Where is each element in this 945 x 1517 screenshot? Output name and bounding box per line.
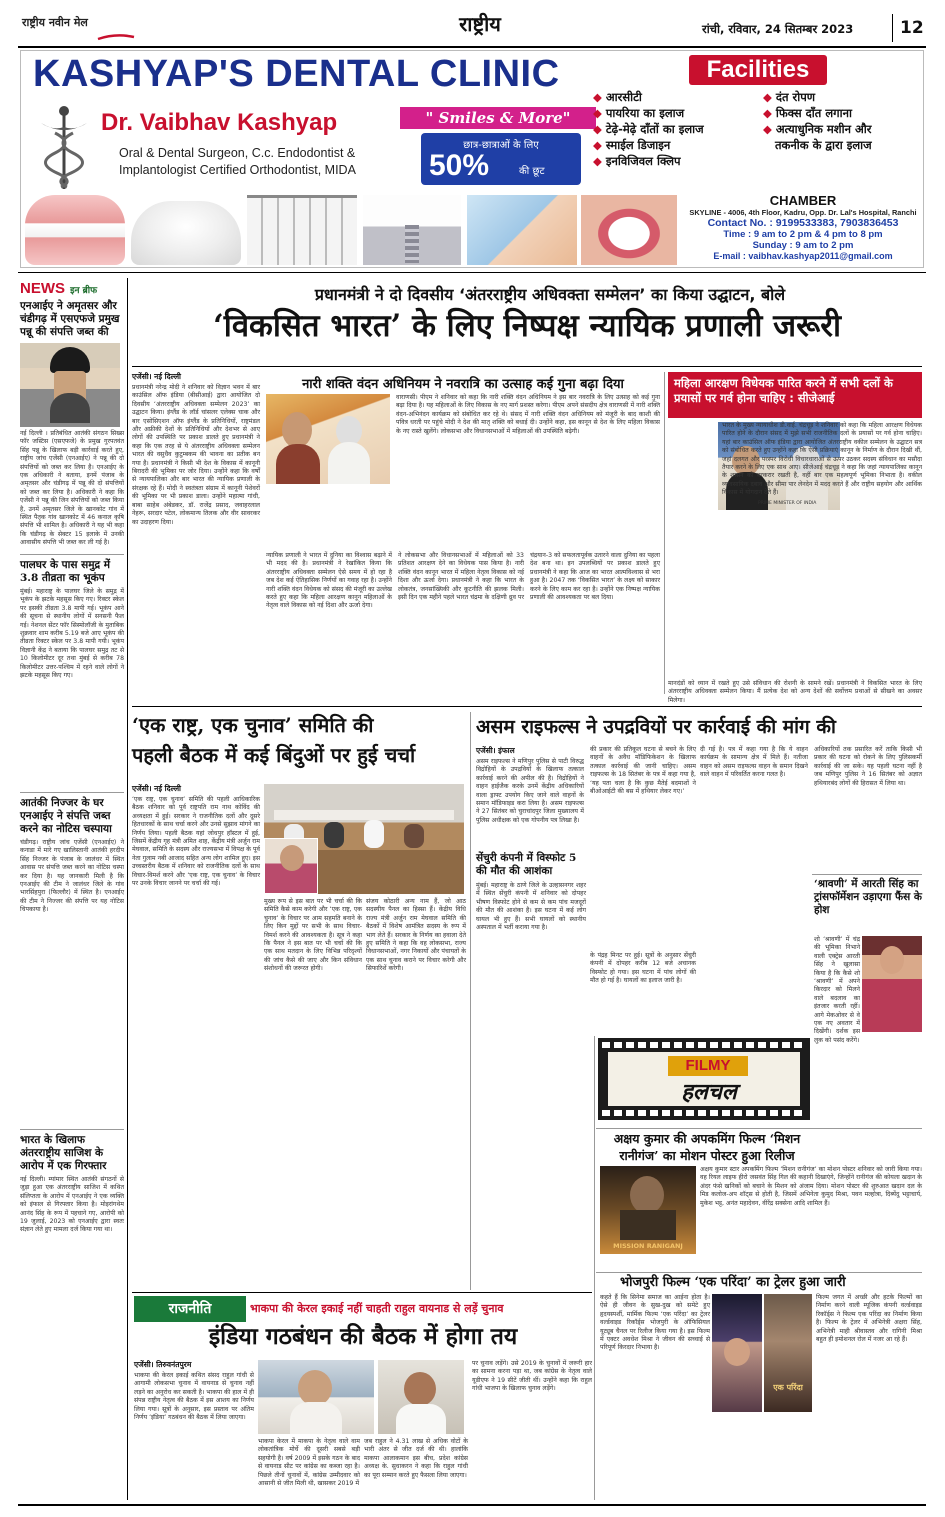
logo-swoosh-icon [96,33,136,43]
brief-body: नई दिल्ली । प्रतिबंधित आतंकी संगठन सिख्स फॉर जस्टिस (एसएफजे) के प्रमुख गुरपतवंत सिंह पन्नू के खिलाफ बड़ी कार्रवाई करते हुए, राष्ट्रीय जांच एजेंसी (एनआईए) ने पन्नू की दो संपत्तियों को जब्त कर लिया है। एनआईए के एक अधिकारी ने बताया, इनमें पंजाब के अमृतसर और चंडीगढ़ में पन्नू की दो संपत्तियों को जब्त कर लिया है। अधिकारी ने कहा कि एजेंसी ने पन्नू की जिन संपत्तियों को जब्त किया है, उनमें अमृतसर जिले के खानकोट गांव में स्थित पैतृक गांव खानकोट में 46 कनाल कृषि संपत्ति भी शामिल है। अधिकारी ने यह भी कहा कि चंडीगढ़ के सेक्टर 15 इलाके में उनकी आवासीय संपत्ति भी जब्त कर ली गई है। [20,430,124,547]
aarti-singh-photo [862,936,922,1032]
politics-column-3: जब राहुल ने 4.31 लाख से अधिक वोटों के भारी अंतर से जीत दर्ज की थी। हालांकि माकपा आलाकमान इस बीच, प्रदेश कांग्रेस अध्यक्ष के. सुधाकरन ने कहा कि राहुल गांधी का पूरा सम्मान करते हुए फैसला लिया जाएगा। [364,1438,468,1479]
halchal-logo: हलचल [681,1079,737,1105]
explosion-body-2: के पंद्रह मिनट पर हुई। सूत्रों के अनुसार सेंचुरी कंपनी में दोपहर करीब 12 बजे अचानक विस्फोट हो गया। इस घटना में पांच लोगों की मौत हो गई है। घायलों का इलाज जारी है। [590,952,696,985]
assam-column-3: दी गई है। पत्र में कहा गया है कि ये वाहन कार्यक्रम के सामान्य क्षेत्र में मिले हैं। नतीजा वाहन को असम राइफल्स वाहन के समान दिखने वाले वाहन में परिवर्तित करना गलत है। [700,746,808,779]
mission-raniganj-body: अक्षय कुमार स्टार अपकमिंग फिल्म ‘मिशन रानीगंज’ का मोशन पोस्टर शनिवार को जारी किया गया। वह रियल लाइफ हीरो जसवंत सिंह गिल की कहानी दिखाएंगे, जिन्होंने रानीगंज की कोयला खदान के अंदर फंसे खनिकों को बचाने के मिशन को अंजाम दिया। मोशन पोस्टर की शुरुआत खदान दल के मिड कलोज-अप शॉट्स से होती है, जिसमें अभिनेता कुमुद मिश्रा, पवन मल्होत्रा, दिब्येंदु भट्टाचार्य, मुकेश भट्ट, अनंत महादेवन, वीरेंद्र सक्सेना आदि शामिल हैं। [700,1166,922,1207]
facility-item: ◆ फिक्स दाँत लगाना [763,106,852,120]
explosion-headline: सेंचुरी कंपनी में विस्फोट 5 की मौत की आशंका [476,852,577,877]
politics-headline: इंडिया गठबंधन की बैठक में होगा तय [208,1323,518,1350]
dental-clinic-ad[interactable] [20,50,924,268]
ek-parinda-poster-1 [712,1294,762,1412]
masthead [0,0,945,46]
chamber-info [683,193,923,267]
onoe-column-1 [132,784,260,1284]
lead-column-1 [132,372,260,692]
caduceus-icon [35,103,93,193]
offer-percent: 50% [429,149,490,182]
doctor-qualification [119,145,356,179]
politics-body: भाकपा की केरल इकाई कथित संसद राहुल गांधी से आगामी लोकसभा चुनाव में वायनाड से चुनाव नहीं लड़ने का अनुरोध कर सकती है। भाकपा की हाल में ही संपन्न राष्ट्रीय नेतृत्व की बैठक में इस आशय का निर्णय लिया गया। सूत्रों के अनुसार, इस प्रस्ताव पर अंतिम निर्णय ‘इंडिया’ गठबंधन की बैठक में लिया जाएगा। [134,1372,254,1422]
brief-body: नई दिल्ली। म्यांमार स्थित आतंकी संगठनों से जुड़ा हुआ एक अंतरराष्ट्रीय साजिश में कथित संलिप्तता के आरोप में एनआईए ने एक व्यक्ति को इंफाल से गिरफ्तार किया है। मोइरांगथेम आनंद सिंह के रूप में पहचाने गए, आरोपी को 19 जुलाई, 2023 को एनआईए द्वारा स्वतः संज्ञान लेते हुए मामला दर्ज किया गया था। [20,1176,124,1234]
politics-dateline: एजेंसी। तिरुवनंतपुरम [134,1360,192,1369]
explosion-body: मुंबई। महाराष्ट्र के ठाणे जिले के उल्हासनगर शहर में स्थित सेंचुरी कंपनी में शनिवार को दोपहर भीषण विस्फोट होने से कम से कम पांच मजदूरों की मौत की आशंका है। इस घटना में कई लोग घायल भी हुए हैं। सभी घायलों को स्थानीय अस्पताल में भर्ती कराया गया है। [476,882,586,932]
assam-body: असम राइफल्स ने मणिपुर पुलिस से पाटी विरुद्ध विद्रोहियों के उपद्रवियों के खिलाफ तत्काल कार्रवाई करने की अपील की है। विद्रोहियों ने वाहन हाईजैक करके उनमें केंद्रीय अधिकारियों वाला ड्राफ्ट उपयोग किए जाने वाले वाहनों के समान मॉडिफाइड करा लिया है। असम राइफल्स ने 27 सितंबर को चुराचांदपुर जिला मुख्यालय में पुलिस अधीक्षक को एक गोपनीय पत्र लिखा है। [476,758,584,824]
shraavani-headline: ‘श्रावणी’ में आरती सिंह का ट्रांसफॉर्मेशन उड़ाएगा फैंस के होश [814,878,922,916]
politics-kicker: भाकपा की केरल इकाई नहीं चाहती राहुल वायनाड से लड़ें चुनाव [250,1302,504,1315]
facilities-list-left [593,89,759,169]
braces-image [247,195,357,265]
photo-caption: PRIME MINISTER OF INDIA [758,501,817,506]
dateline: रांची, रविवार, 24 सितम्बर 2023 [702,22,854,36]
mission-raniganj-headline: अक्षय कुमार की अपकमिंग फिल्म ‘मिशन रानीगंज’ का मोशन पोस्टर हुआ रिलीज [613,1131,801,1163]
cji-story-headline-box: महिला आरक्षण विधेयक पारित करने में सभी दलों के प्रयासों पर गर्व होना चाहिए : सीजेआई [668,372,922,418]
clinic-name: KASHYAP'S DENTAL CLINIC [33,53,560,95]
onoe-inset-photo [264,838,318,894]
assam-column-2: की प्रकार की प्रतिकूल घटना से बचने के लिए वाहनों के अवैध मॉडिफिकेशन के खिलाफ तत्काल कार्रवाई की जानी चाहिए। असम राइफल्स के 18 सितंबर के पत्र में कहा गया है, ‘यह पता चला है कि कुछ मैतेई बदमाशों ने बीओआईटी की बस में हथियार लेकर गए।’ [590,746,696,796]
assam-headline: असम राइफल्स ने उपद्रवियों पर कार्रवाई की मांग की [476,716,836,738]
onoe-dateline: एजेंसी। नई दिल्ली [132,784,181,793]
assam-column-4: अधिकारियों तक प्रसारित करें ताकि किसी भी प्रकार की घटना को रोकने के लिए पुलिसकर्मी कार्रवाई की जा सके। यह पहली घटना नहीं है जब मणिपुर पुलिस ने 16 सितंबर को अज्ञात हथियारबंद लोगों की हिरासत में लिया था। [814,746,922,787]
bhojpuri-body: कहते हैं कि सिनेमा समाज का आईना होता है। ऐसे ही जीवन के सुख-दुख को समेटे हुए हृदयस्पर्शी, मार्मिक फिल्म ‘एक परिंदा’ का ट्रेलर वर्ल्डवाइड रिकॉर्ड्स भोजपुरी के ऑफिसियल यूट्यूब चैनल पर रिलीज किया गया है। इस फिल्म में एक्टर अवधेश मिश्रा ने जीवन की सच्चाई से परिपूर्ण किरदार निभाया है। [600,1294,710,1352]
teeth-model-image [131,201,241,265]
poster-title: MISSION RANIGANJ [613,1242,683,1250]
lead-body: प्रधानमंत्री नरेन्द्र मोदी ने शनिवार को विज्ञान भवन में बार काउंसिल ऑफ इंडिया (बीसीआई) द्वारा आयोजित दो दिवसीय ‘अंतरराष्ट्रीय अधिवक्ता सम्मेलन 2023’ का उद्घाटन किया। इंग्लैंड के लॉर्ड चांसलर एलेक्स चाक और बार एसोसिएशन ऑफ इंग्लैंड के प्रतिनिधियों, राष्ट्रमंडल और अफ्रीकी देशों के प्रतिनिधियों और देशभर से आए लोगों की उपस्थिति पर प्रकाश डालते हुए प्रधानमंत्री ने कहा कि एक तरह से ये अंतरराष्ट्रीय अधिवक्ता सम्मेलन भारत की वसुधैव कुटुम्बकम की भावना का प्रतीक बन गया है। प्रधानमंत्री ने किसी भी देश के विकास में कानूनी बिरादरी की भूमिका पर जोर दिया। उन्होंने कहा कि वर्षों से न्यायपालिका और बार भारत की न्यायिक प्रणाली के संरक्षक रहे हैं। मोदी ने स्वतंत्रता संग्राम में कानूनी पेशेवरों की भूमिका पर भी प्रकाश डाला। उन्होंने महात्मा गांधी, बाबा साहेब अंबेडकर, डॉ. राजेंद्र प्रसाद, जवाहरलाल नेहरू, सरदार पटेल, लोकमान्य तिलक और वीर सावरकर का उदाहरण दिया। [132,384,260,526]
doctor-name: Dr. Vaibhav Kashyap [101,109,338,136]
dentist-child-image [467,195,577,265]
facilities-title: Facilities [689,55,827,85]
women-story-body: वाराणसी। पीएम ने शनिवार को कहा कि नारी शक्ति वंदन अधिनियम ने इस बार नवरात्रि के लिए उत्साह को कई गुना बढ़ा दिया है। यह महिलाओं के लिए विकास के नए मार्ग प्रशस्त करेगा। पीएम अपने संसदीय क्षेत्र वाराणसी में नारी शक्ति वंदन-अभिनंदन कार्यक्रम को संबोधित कर रहे थे। संसद में नारी शक्ति वंदन अधिनियम को मंजूरी के बाद काशी की पवित्र धरती पर पहुंचे मोदी ने देश की मातृ शक्ति को बधाई दी। उन्होंने कहा, इस कानून से देश के लिए महिला विकास के नए रास्ते खुलेंगे। लोकसभा और विधानसभाओं में महिलाओं की उपस्थिति बढ़ेगी। [396,394,660,435]
offer-suffix: की छूट [519,166,545,177]
student-offer-badge [421,133,581,185]
politics-column-4: पर चुनाव लड़ेंगे। उसे 2019 के चुनावों में जरूरी हार का सामना करना पड़ा था, जब कांग्रेस के नेतृत्व वाले यूडीएफ ने 19 सीटें जीती थीं। उन्होंने कहा कि राहुल गांधी भाजपा के खिलाफ चुनाव लड़ेंगे। [472,1360,592,1393]
cji-story-body: भारत के मुख्य न्यायाधीश डी.वाई. चंद्रचूड़ ने शनिवार को कहा कि महिला आरक्षण विधेयक पारित होने के दौरान संसद में मुझे सभी राजनीतिक दलों के प्रयासों पर गर्व होना चाहिए। यहां बार काउंसिल ऑफ इंडिया द्वारा आयोजित अंतरराष्ट्रीय वकील सम्मेलन के उद्घाटन सत्र को संबोधित करते हुए उन्होंने कहा कि ऐसी प्रक्रियाएं कानून के निर्माण के दौरान दिखी थीं, जहां दलगत और परस्पर विरोधी विचारधाराओं से ऊपर उठकर सदस्य संविधान का मसौदा तैयार करने के लिए एक साथ आए। सीजेआई चंद्रचूड़ ने कहा कि जहां न्यायपालिका कानून के शासन को बरकरार रखती है, वहीं बार एक महत्वपूर्ण भूमिका निभाता है। वकील व्यावसायिक दबाव और सीमा पार लेनदेन में मदद करते हैं और राष्ट्रीय सहयोग और आर्थिक विकास में योगदान देते हैं। [722,422,922,497]
denture-image [25,195,125,265]
onoe-column-3: संजय कोठारी अन्य नाम हैं, जो आठ सदस्यीय पैनल का हिस्सा हैं। केंद्रीय विधि राज्य मंत्री अर्जुन राम मेघवाल समिति की बैठकों में विशेष आमंत्रित सदस्य के रूप में भाग लेते हैं। सरकार के निर्णय का हवाला देते हुए समिति ने कहा कि वह लोकसभा, राज्य विधानसभाओं, नगर निकायों और पंचायतों के एक साथ चुनाव कराने पर विचार करेगी और सिफारिशें करेगी। [366,898,466,973]
lead-headline: ‘विकसित भारत’ के लिए निष्पक्ष न्यायिक प्रणाली जरूरी [213,308,841,344]
assam-column-1 [476,746,584,846]
onoe-headline [132,710,462,770]
poster-title: एक परिंदा [773,1383,803,1392]
facility-item: ◆ टेढ़े-मेढ़े दाँतों का इलाज [593,122,704,136]
rahul-gandhi-photo [258,1360,374,1434]
publication-logo: राष्ट्रीय नवीन मेल [22,16,88,29]
page-number: 12 [900,18,924,38]
facility-item: ◆ अत्याधुनिक मशीन और [763,122,872,136]
women-story-col-3: ने लोकसभा और विधानसभाओं में महिलाओं को 33 प्रतिशत आरक्षण देने का विधेयक पास किया है। नारी शक्ति वंदन कानून भारत में महिला नेतृत्व विकास को नई दिशा और ऊर्जा देगा। प्रधानमंत्री ने कहा कि भारत के लोकतंत्र, जनसांख्यिकी और कूटनीति की झलक मिली। इसी दिन एक महीने पहले भारत चंद्रमा के दक्षिणी ध्रुव पर [398,552,524,602]
offer-top: छात्र-छात्राओं के लिए [463,140,539,151]
sudhakaran-photo [378,1360,464,1434]
assam-dateline: एजेंसी। इंफाल [476,746,515,755]
onoe-headline-1: ‘एक राष्ट्र, एक चुनाव’ समिति की [132,713,374,737]
lead-dateline: एजेंसी। नई दिल्ली [132,372,181,381]
women-story-headline: नारी शक्ति वंदन अधिनियम ने नवरात्रि का उत्साह कई गुना बढ़ा दिया [302,377,624,392]
politics-section-label: राजनीति [134,1296,246,1322]
facility-item: ◆ स्माईल डिजाइन [593,138,671,152]
politics-column-1 [134,1360,254,1500]
women-story-col-4: चंद्रयान-3 को सफलतापूर्वक उतारने वाला दुनिया का पहला देश बना था। इन उपलब्धियों पर प्रकाश डालते हुए प्रधानमंत्री ने कहा कि आज का भारत आत्मविश्वास से भरा हुआ है। 2047 तक ‘विकसित भारत’ के लक्ष्य को साकार करने के लिए काम कर रहा है। उन्होंने एक निष्पक्ष न्यायिक प्रणाली की आवश्यकता पर बल दिया। [530,552,660,602]
bhojpuri-headline: भोजपुरी फिल्म ‘एक परिंदा’ का ट्रेलर हुआ जारी [620,1275,846,1290]
chamber-address: SKYLINE - 4006, 4th Floor, Kadru, Opp. Dr. Lal's Hospital, Ranchi [689,208,917,217]
onoe-headline-2: पहली बैठक में कई बिंदुओं पर हुई चर्चा [132,743,416,767]
chamber-title: CHAMBER [769,193,837,208]
chamber-sunday: Sunday : 9 am to 2 pm [752,240,854,251]
women-story [266,372,660,548]
facility-item: ◆ दंत रोपण [763,90,816,104]
bhojpuri-body-2: फिल्म जगत में अच्छी और हटके फिल्मों का निर्माण करने वाली म्यूजिक कंपनी वर्ल्डवाइड रिकॉर्ड्स ने फिल्म एक परिंदा का निर्माण किया है। फिल्म के ट्रेलर में अभिनेत्री अक्षरा सिंह, अभिनेत्री माही श्रीवास्तव और रागिनी मिश्रा बहुत ही इमोशनल रोल में नजर आ रहे हैं। [816,1294,922,1344]
qualification-line-2: Implantologist Certified Orthodontist, MIDA [119,163,356,177]
brief-headline: एनआईए ने अमृतसर और चंडीगढ़ में एसएफजे प्रमुख पन्नू की संपत्ति जब्त की [20,300,120,338]
facility-item: तकनीक के द्वारा इलाज [775,138,872,152]
implant-image [363,195,461,265]
chamber-email: E-mail : vaibhav.kashyap2011@gmail.com [713,251,893,261]
shraavani-body: शो ‘श्रावणी’ में चंद्र की भूमिका निभाने वाली एक्ट्रेस आरती सिंह ने खुलासा किया है कि कैसे शो ‘श्रावणी’ में अपने किरदार को मिलने वाले बदलाव का इंतजार करती रहीं। आगे मेकओवर से वे एक नए अवतार में दिखेंगी। दर्शक इस लुक को पसंद करेंगे। [814,936,860,1044]
facility-item: ◆ पायरिया का इलाज [593,106,685,120]
onoe-column-2: मुख्य रूप से इस बात पर भी चर्चा की कि समिति कैसे काम करेगी और ‘एक राष्ट्र, एक चुनाव’ के विचार पर आम सहमति बनाने के लिए किन मुद्दों पर सभी के साथ विचार-विमर्श करने की आवश्यकता है। सूत्र ने कहा कि पैनल ने इस बात पर भी चर्चा की कि एक साथ मतदान के लिए विभिन्न परिदृश्यों की जांच कैसे की जाए और किन संविधान संशोधनों की जरूरत होगी। [264,898,362,973]
brief-headline: आतंकी निज्जर के घर एनआईए ने संपत्ति जब्त करने का नोटिस चस्पाया [20,797,112,835]
smile-image [581,195,677,265]
brief-body: चंडीगढ़। राष्ट्रीय जांच एजेंसी (एनआईए) ने कनाडा में मारे गए खालिस्तानी आतंकी हरदीप सिंह निज्जर के पंजाब के जालंधर में स्थित आवास पर संपत्ति जब्त करने का नोटिस चस्पा कर दिया है। यह जानकारी मिली है कि एनआईए की टीम ने जालंधर जिले के गांव भारसिंहपुरा (फिल्लौर) में स्थित है। एनआईए की टीम ने निज्जर की संपत्ति पर यह नोटिस चिपकाया है। [20,839,124,914]
chamber-contact: Contact No. : 9199533383, 7903836453 [707,217,899,229]
news-in-brief [20,278,124,1500]
brief-headline: भारत के खिलाफ अंतरराष्ट्रीय साजिश के आरोप में एक गिरफ्तार [20,1134,107,1172]
facility-item: ◆ इनविजिवल क्लिप [593,154,681,168]
chamber-time: Time : 9 am to 2 pm & 4 pm to 8 pm [723,229,883,240]
brief-body: मुंबई। महाराष्ट्र के पालघर जिले के समुद्र में भूकंप के झटके महसूस किए गए। रिक्टर स्केल पर इसकी तीव्रता 3.8 मापी गई। भूकंप आने की सूचना से स्थानीय लोगों में सनसनी फैल गई। नेशनल सेंटर फॉर सिस्मोलॉजी के मुताबिक शुक्रवार शाम करीब 5.19 बजे आए भूकंप की तीव्रता रिक्टर स्केल पर 3.8 मापी गयी। भूकंप विज्ञानी केंद्र ने बताया कि पालघर समुद्र तट से 10 किलोमीटर दूर तथा मुंबई से करीब 78 किलोमीटर उत्तर-पश्चिम में रहने वाले लोगों ने झटके महसूस किए गए। [20,588,124,680]
facility-item: ◆ आरसीटी [593,90,642,104]
facilities-list-right [763,89,923,153]
news-brief-label [20,278,124,300]
lead-kicker: प्रधानमंत्री ने दो दिवसीय ‘अंतरराष्ट्रीय अधिवक्ता सम्मेलन’ का किया उद्घाटन, बोले [314,285,786,304]
women-story-col-2: न्यायिक प्रणाली ने भारत में दुनिया का विश्वास बढ़ाने में भी मदद की है। प्रधानमंत्री ने रेखांकित किया कि अंतरराष्ट्रीय अधिवक्ता सम्मेलन ऐसे समय में हो रहा है जब देश कई ऐतिहासिक निर्णयों का गवाह रहा है। उन्होंने नारी शक्ति वंदन विधेयक को संसद की मंजूरी का उल्लेख करते हुए कहा कि महिला आरक्षण कानून महिलाओं के नेतृत्व वाले विकास को नई दिशा और ऊर्जा देगा। [266,552,392,610]
brief-headline: पालघर के पास समुद्र में 3.8 तीव्रता का भूकंप [20,559,111,584]
pannun-photo [20,343,120,427]
filmy-logo: FILMY [668,1056,748,1076]
cji-story-tail: मानदंडों को ध्यान में रखते हुए उसे संविधान की रोशनी के सामने रखें। प्रधानमंत्री ने विकसित भारत के लिए अंतरराष्ट्रीय अधिवक्ता सम्मेलन किया। मैं प्रत्येक देश को अन्य देशों की सर्वोत्तम प्रथाओं से सीखने का अवसर मिलेगा। [668,680,922,704]
qualification-line-1: Oral & Dental Surgeon, C.c. Endodontist & [119,146,356,160]
section-title: राष्ट्रीय [459,12,501,36]
ek-parinda-poster-2 [764,1294,812,1412]
tagline: " Smiles & More" [400,107,596,129]
pm-women-event-photo [266,394,390,484]
dental-images-strip [21,195,681,267]
news-label: NEWS [20,280,65,297]
in-brief-label: इन ब्रीफ [70,286,98,296]
politics-column-2: भाकपा केरल में माकपा के नेतृत्व वाले वाम लोकतांत्रिक मोर्चे की दूसरी सबसे बड़ी सहयोगी है। वर्ष 2009 में इसके गठन के बाद से वायनाड सीट पर कांग्रेस का कब्जा रहा है। पिछले तीनों चुनावों में, कांग्रेस उम्मीदवार को आसानी से जीत मिली थी, खासकर 2019 में [258,1438,360,1488]
filmy-halchal-banner [598,1034,810,1124]
onoe-body: ‘एक राष्ट्र, एक चुनाव’ समिति की पहली आधिकारिक बैठक शनिवार को पूर्व राष्ट्रपति राम नाथ कोविंद की अध्यक्षता में हुई। सरकार ने राजनीतिक दलों और दूसरे हितधारकों के साथ चर्चा करने और उनसे सुझाव मांगने का निर्णय लिया। पहली बैठक यहां जोधपुर हॉस्टल में हुई, जिसमें केंद्रीय गृह मंत्री अमित शाह, केंद्रीय मंत्री अर्जुन राम मेघवाल, समिति के सदस्य और राज्यसभा में विपक्ष के पूर्व नेता गुलाम नबी आजाद सहित अन्य लोग शामिल हुए। इस उच्चस्तरीय बैठक में शनिवार को राजनीतिक दलों के साथ विचार-विमर्श करने और ‘एक राष्ट्र, एक चुनाव’ के विचार पर उनके विचार जानने पर चर्चा की गई। [132,796,260,888]
